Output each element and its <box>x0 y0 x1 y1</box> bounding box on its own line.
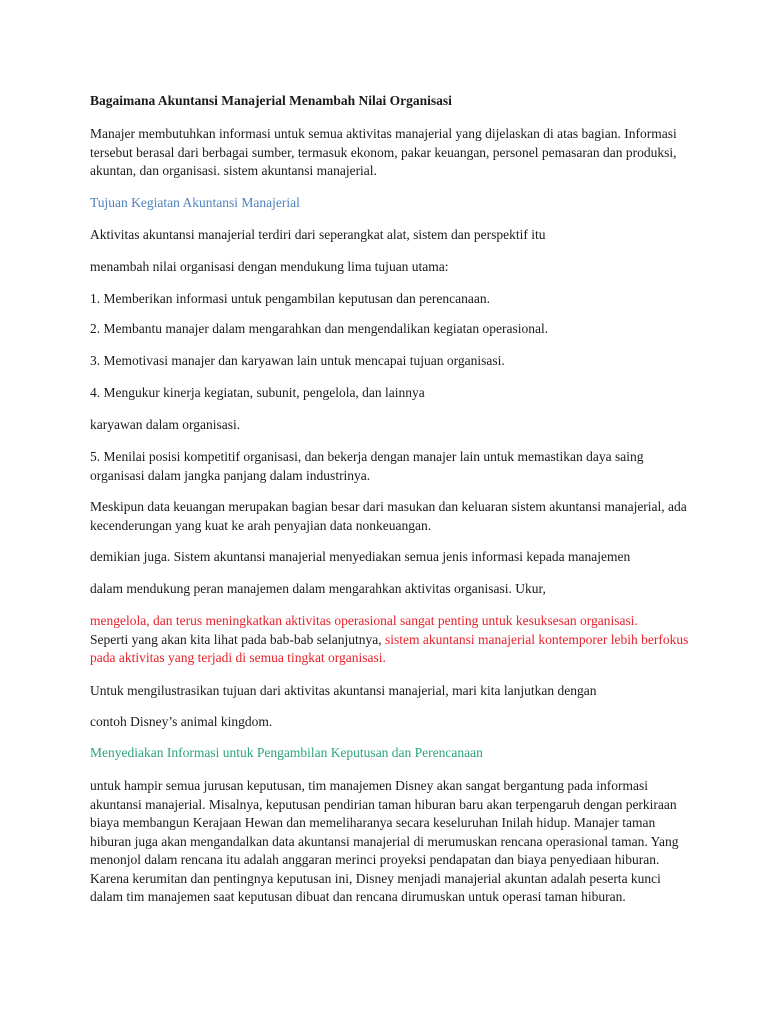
paragraph-mendukung: dalam mendukung peran manajemen dalam mengarahkan aktivitas organisasi. Ukur, <box>90 581 546 596</box>
list-item-1: 1. Memberikan informasi untuk pengambilan keputusan dan perencanaan. <box>90 291 490 306</box>
paragraph-disney: untuk hampir semua jurusan keputusan, tim manajemen Disney akan sangat bergantung pada informasi akuntansi manajerial. Misalnya, keputusan pendirian taman hiburan baru akan terpengaruh dengan perkiraan biaya membangun Kerajaan Hewan dan memeliharanya secara keseluruhan Inilah hidup. Manajer taman hiburan juga akan mengandalkan data akuntansi manajerial di merumuskan rencana operasional taman. Yang menonjol dalam rencana itu adalah anggaran merinci proyeksi pendapatan dan biaya penyediaan hiburan. Karena kerumitan dan pentingnya keputusan ini, Disney menjadi manajerial akuntan adalah peserta kunci dalam tim manajemen saat keputusan dibuat dan rencana dirumuskan untuk operasi taman hiburan. <box>90 778 679 904</box>
list-item-3: 3. Memotivasi manajer dan karyawan lain untuk mencapai tujuan organisasi. <box>90 353 505 368</box>
paragraph-mengelola <box>90 612 690 668</box>
paragraph-ilustrasi-1: Untuk mengilustrasikan tujuan dari aktivitas akuntansi manajerial, mari kita lanjutkan dengan <box>90 683 597 698</box>
list-item-4-continued: karyawan dalam organisasi. <box>90 417 241 432</box>
paragraph-activities-2: menambah nilai organisasi dengan mendukung lima tujuan utama: <box>90 259 449 274</box>
highlight-kontemporer: sistem akuntansi manajerial kontemporer lebih berfokus pada aktivitas yang terjadi di semua tingkat organisasi. <box>90 631 689 665</box>
heading-tujuan: Tujuan Kegiatan Akuntansi Manajerial <box>90 195 300 210</box>
list-item-5: 5. Menilai posisi kompetitif organisasi, dan bekerja dengan manajer lain untuk memastikan daya saing organisasi dalam jangka panjang dalam industrinya. <box>90 449 644 483</box>
heading-menyediakan-informasi: Menyediakan Informasi untuk Pengambilan Keputusan dan Perencanaan <box>90 745 483 760</box>
paragraph-activities-1: Aktivitas akuntansi manajerial terdiri dari seperangkat alat, sistem dan perspektif itu <box>90 227 546 242</box>
paragraph-intro: Manajer membutuhkan informasi untuk semua aktivitas manajerial yang dijelaskan di atas bagian. Informasi tersebut berasal dari berbagai sumber, termasuk ekonom, pakar keuangan, personel pemasaran dan produksi, akuntan, dan organisasi. sistem akuntansi manajerial. <box>90 126 677 178</box>
document-title: Bagaimana Akuntansi Manajerial Menambah Nilai Organisasi <box>90 93 452 108</box>
list-item-4: 4. Mengukur kinerja kegiatan, subunit, pengelola, dan lainnya <box>90 385 425 400</box>
paragraph-ilustrasi-2: contoh Disney’s animal kingdom. <box>90 714 273 729</box>
highlight-mengelola: mengelola, dan terus meningkatkan aktivitas operasional sangat penting untuk kesuksesan organisasi. <box>90 613 638 628</box>
text-seperti: Seperti yang akan kita lihat pada bab-bab selanjutnya, <box>90 631 386 647</box>
paragraph-financial-data: Meskipun data keuangan merupakan bagian besar dari masukan dan keluaran sistem akuntansi manajerial, ada kecenderungan yang kuat ke arah penyajian data nonkeuangan. <box>90 499 687 533</box>
list-item-2: 2. Membantu manajer dalam mengarahkan dan mengendalikan kegiatan operasional. <box>90 321 549 336</box>
paragraph-demikian: demikian juga. Sistem akuntansi manajerial menyediakan semua jenis informasi kepada manajemen <box>90 549 631 564</box>
